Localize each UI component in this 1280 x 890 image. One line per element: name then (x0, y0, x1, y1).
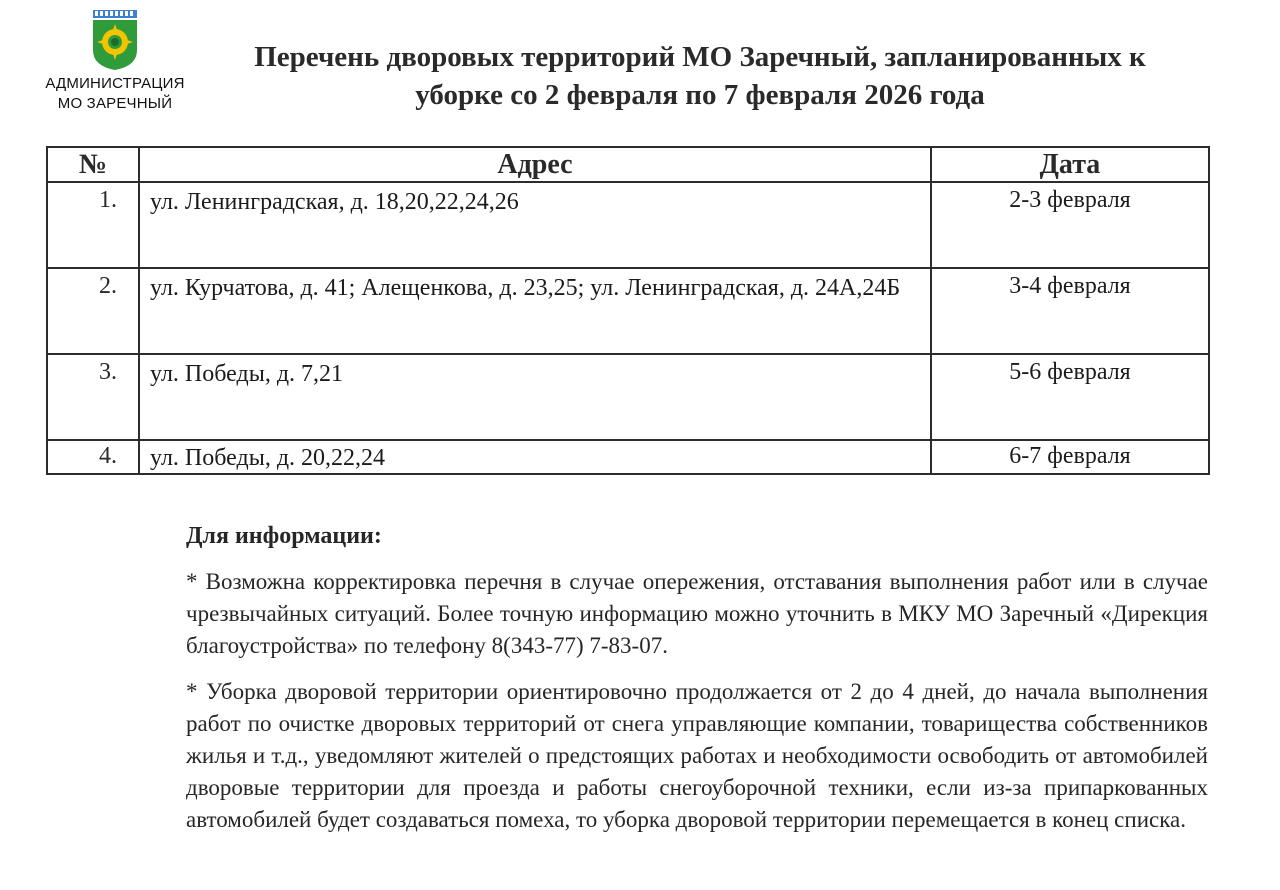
column-header-number: № (47, 147, 139, 182)
row-date: 3-4 февраля (931, 268, 1209, 354)
row-date: 6-7 февраля (931, 440, 1209, 474)
org-logo-block (30, 10, 200, 114)
row-address: ул. Победы, д. 20,22,24 (139, 440, 931, 474)
column-header-address: Адрес (139, 147, 931, 182)
org-name-line1: АДМИНИСТРАЦИЯ (45, 75, 185, 92)
row-number: 2. (47, 268, 139, 354)
table-row (47, 440, 1209, 474)
table-row (47, 268, 1209, 354)
row-number: 3. (47, 354, 139, 440)
title-line2: уборке со 2 февраля по 7 февраля 2026 года (415, 79, 985, 111)
coat-of-arms-icon (91, 10, 139, 70)
cleaning-schedule-table (46, 146, 1210, 475)
row-address: ул. Победы, д. 7,21 (139, 354, 931, 440)
info-paragraph-correction: * Возможна корректировка перечня в случае опережения, отставания выполнения работ или в случае чрезвычайных ситуаций. Более точную информацию можно уточнить в МКУ МО Заречный «Дирекция благоустройства» по телефону 8(343-77) 7-83-07. (186, 569, 1208, 658)
info-heading: Для информации: (186, 523, 382, 549)
row-date: 5-6 февраля (931, 354, 1209, 440)
column-header-date: Дата (931, 147, 1209, 182)
page-title (200, 38, 1200, 114)
row-address: ул. Курчатова, д. 41; Алещенкова, д. 23,25; ул. Ленинградская, д. 24А,24Б (139, 268, 931, 354)
org-name-line2: МО ЗАРЕЧНЫЙ (57, 95, 173, 112)
row-number: 4. (47, 440, 139, 474)
table-header-row (47, 147, 1209, 182)
row-address: ул. Ленинградская, д. 18,20,22,24,26 (139, 182, 931, 268)
row-date: 2-3 февраля (931, 182, 1209, 268)
title-line1: Перечень дворовых территорий МО Заречный, запланированных к (254, 41, 1146, 73)
table-row (47, 354, 1209, 440)
row-number: 1. (47, 182, 139, 268)
info-paragraph-duration: * Уборка дворовой территории ориентировочно продолжается от 2 до 4 дней, до начала выполнения работ по очистке дворовых территорий от снега управляющие компании, товарищества собственников жилья и т.д., уведомляют жителей о предстоящих работах и необходимости освободить от автомобилей дворовые территории для проезда и работы снегоуборочной техники, если из-за припаркованных автомобилей будет создаваться помеха, то уборка дворовой территории перемещается в конец списка. (186, 679, 1208, 832)
table-row (47, 182, 1209, 268)
info-section (186, 520, 1208, 850)
